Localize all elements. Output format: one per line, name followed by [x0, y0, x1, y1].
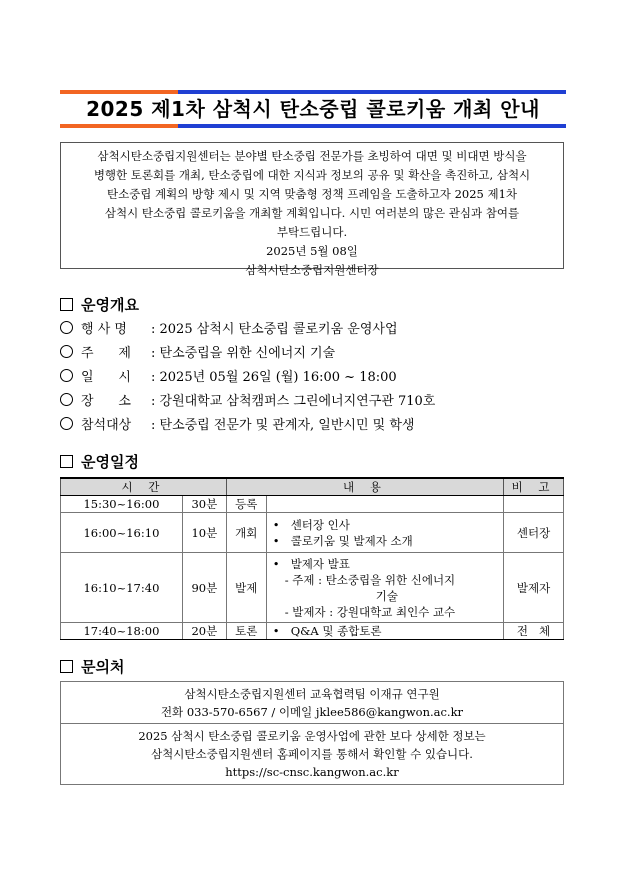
- overview-item: [60, 342, 435, 366]
- cell-note: 발제자: [504, 553, 564, 623]
- bullet-icon: •: [272, 556, 280, 571]
- table-row: [61, 623, 564, 640]
- overview-label: 참석대상: [81, 418, 132, 433]
- overview-value: : 강원대학교 삼척캠퍼스 그린에너지연구관 710호: [151, 394, 436, 409]
- overview-item: [60, 390, 435, 414]
- contact-info: 2025 삼척시 탄소중립 콜로키움 운영사업에 관한 보다 상세한 정보는 삼척시탄소중립지원센터 홈페이지를 통해서 확인할 수 있습니다. https://sc-cnsc.kangwon.ac.kr: [61, 724, 563, 784]
- cell-category: 발제: [226, 553, 266, 623]
- table-row: [61, 496, 564, 513]
- table-row: [61, 553, 564, 623]
- header-content: 내 용: [226, 478, 503, 496]
- cell-category: 토론: [226, 623, 266, 640]
- overview-value: : 2025년 05월 26일 (월) 16:00 ~ 18:00: [151, 370, 397, 385]
- bullet-icon: •: [272, 624, 280, 638]
- overview-list: [60, 318, 435, 438]
- cell-note: 전 체: [504, 623, 564, 640]
- header-note: 비 고: [504, 478, 564, 496]
- schedule-table: [60, 477, 564, 640]
- cell-duration: 30분: [182, 496, 226, 513]
- overview-label: 주 제: [81, 346, 131, 361]
- cell-duration: 20분: [182, 623, 226, 640]
- section-schedule-heading: 운영일정: [60, 451, 139, 472]
- intro-date: 2025년 5월 08일: [266, 244, 358, 258]
- intro-line: 병행한 토론회를 개최, 탄소중립에 대한 지식과 정보의 공유 및 확산을 촉진하고, 삼척시: [93, 168, 531, 182]
- circle-bullet-icon: [60, 321, 73, 334]
- circle-bullet-icon: [60, 393, 73, 406]
- table-header-row: [61, 478, 564, 496]
- checkbox-square-icon: [60, 298, 73, 311]
- cell-duration: 10분: [182, 513, 226, 553]
- title-block: [60, 90, 566, 128]
- intro-line: 삼척시탄소중립지원센터는 분야별 탄소중립 전문가를 초빙하여 대면 및 비대면 방식을: [97, 149, 527, 163]
- cell-note: [504, 496, 564, 513]
- overview-value: : 탄소중립 전문가 및 관계자, 일반시민 및 학생: [151, 418, 415, 433]
- overview-label: 일 시: [81, 370, 131, 385]
- cell-category: 개회: [226, 513, 266, 553]
- cell-time: 15:30~16:00: [61, 496, 183, 513]
- cell-content: • Q&A 및 종합토론: [266, 623, 503, 640]
- checkbox-square-icon: [60, 660, 73, 673]
- overview-value: : 2025 삼척시 탄소중립 콜로키움 운영사업: [151, 322, 398, 337]
- page-title: 2025 제1차 삼척시 탄소중립 콜로키움 개최 안내: [86, 97, 540, 121]
- cell-time: 16:00~16:10: [61, 513, 183, 553]
- section-overview-heading: 운영개요: [60, 294, 139, 315]
- bullet-icon: •: [272, 517, 280, 532]
- intro-line: 탄소중립 계획의 방향 제시 및 지역 맞춤형 정책 프레임을 도출하고자 2025 제1차: [106, 187, 518, 201]
- cell-content: • 발제자 발표 - 주제 : 탄소중립을 위한 신에너지 기술 - 발제자 : 강원대학교 최인수 교수: [266, 553, 503, 623]
- section-contact-heading: 문의처: [60, 656, 124, 677]
- cell-time: 17:40~18:00: [61, 623, 183, 640]
- overview-item: [60, 366, 435, 390]
- checkbox-square-icon: [60, 455, 73, 468]
- overview-value: : 탄소중립을 위한 신에너지 기술: [151, 346, 336, 361]
- website-link[interactable]: https://sc-cnsc.kangwon.ac.kr: [225, 765, 399, 779]
- intro-line: 삼척시 탄소중립 콜로키움을 개최할 계획입니다. 시민 여러분의 많은 관심과 참여를: [104, 206, 520, 220]
- contact-person: 삼척시탄소중립지원센터 교육협력팀 이재규 연구원 전화 033-570-6567 / 이메일 jklee586@kangwon.ac.kr: [61, 682, 563, 724]
- overview-label: 장 소: [81, 394, 131, 409]
- intro-line: 부탁드립니다.: [276, 225, 348, 239]
- circle-bullet-icon: [60, 369, 73, 382]
- table-row: [61, 513, 564, 553]
- cell-time: 16:10~17:40: [61, 553, 183, 623]
- overview-item: [60, 414, 435, 438]
- circle-bullet-icon: [60, 417, 73, 430]
- overview-label: 행 사 명: [81, 322, 127, 337]
- header-time: 시 간: [61, 478, 227, 496]
- cell-duration: 90분: [182, 553, 226, 623]
- intro-org: 삼척시탄소중립지원센터장: [245, 263, 379, 277]
- bullet-icon: •: [272, 533, 280, 548]
- circle-bullet-icon: [60, 345, 73, 358]
- cell-content: [266, 496, 503, 513]
- cell-category: 등록: [226, 496, 266, 513]
- cell-note: 센터장: [504, 513, 564, 553]
- overview-item: [60, 318, 435, 342]
- intro-box: [60, 142, 564, 277]
- contact-box: [60, 681, 564, 785]
- title-bottom-bar: [60, 124, 566, 128]
- cell-content: • 센터장 인사 • 콜로키움 및 발제자 소개: [266, 513, 503, 553]
